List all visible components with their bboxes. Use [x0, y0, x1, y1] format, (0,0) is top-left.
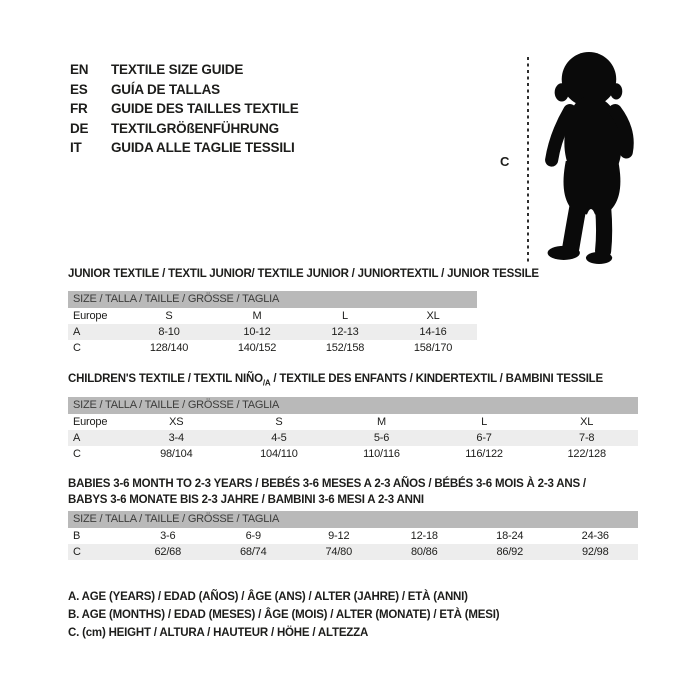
table-cell: 3-6	[160, 530, 176, 542]
row-label: A	[73, 326, 81, 338]
babies-size-table	[68, 511, 638, 560]
title-text: CHILDREN'S TEXTILE / TEXTIL NIÑO	[68, 373, 263, 385]
legend-notes	[68, 588, 499, 642]
babies-table-title	[68, 476, 586, 508]
children-size-table	[68, 397, 638, 462]
table-row	[68, 324, 477, 340]
table-cell: 3-4	[168, 432, 184, 444]
table-cell: 62/68	[154, 546, 182, 558]
title-subscript: /A	[262, 378, 271, 388]
table-cell: 74/80	[325, 546, 353, 558]
note-a: A. AGE (YEARS) / EDAD (AÑOS) / ÂGE (ANS) / ALTER (JAHRE) / ETÀ (ANNI)	[68, 591, 468, 603]
table-row	[68, 308, 477, 324]
size-header-bar: SIZE / TALLA / TAILLE / GRÖSSE / TAGLIA	[68, 397, 638, 414]
table-row	[68, 446, 638, 462]
table-row	[68, 340, 477, 356]
table-cell: 12-13	[331, 326, 359, 338]
table-row	[68, 414, 638, 430]
size-header-bar: SIZE / TALLA / TAILLE / GRÖSSE / TAGLIA	[68, 291, 477, 308]
table-row	[68, 528, 638, 544]
table-cell: M	[252, 310, 262, 322]
row-label: Europe	[73, 310, 108, 322]
language-row-it	[70, 138, 299, 158]
table-cell: S	[275, 416, 283, 428]
table-cell: 5-6	[373, 432, 390, 444]
table-cell: 8-10	[158, 326, 180, 338]
row-label: C	[73, 546, 81, 558]
table-cell: 6-9	[245, 530, 261, 542]
height-measure-dotted-line	[527, 57, 529, 265]
table-cell: 158/170	[413, 342, 453, 354]
table-row	[68, 430, 638, 446]
size-header-bar: SIZE / TALLA / TAILLE / GRÖSSE / TAGLIA	[68, 511, 638, 528]
table-cell: 92/98	[581, 546, 609, 558]
table-cell: 18-24	[496, 530, 524, 542]
language-title: TEXTILE SIZE GUIDE	[111, 62, 244, 77]
table-cell: 104/110	[260, 448, 298, 460]
table-cell: S	[165, 310, 173, 322]
row-label: A	[73, 432, 81, 444]
language-code: IT	[70, 140, 82, 155]
table-cell: 116/122	[465, 448, 503, 460]
note-c: C. (cm) HEIGHT / ALTURA / HAUTEUR / HÖHE / ALTEZZA	[68, 627, 369, 639]
table-cell: 10-12	[243, 326, 271, 338]
height-measure-label: C	[500, 154, 510, 169]
language-title: GUIDA ALLE TAGLIE TESSILI	[111, 140, 295, 155]
language-row-es	[70, 80, 299, 100]
table-cell: 122/128	[567, 448, 606, 460]
language-row-de	[70, 119, 299, 139]
title-line-1: BABIES 3-6 MONTH TO 2-3 YEARS / BEBÉS 3-6 MESES A 2-3 AÑOS / BÉBÉS 3-6 MOIS À 2-3 ANS /	[68, 478, 586, 490]
junior-size-table	[68, 291, 477, 356]
table-cell: 80/86	[410, 546, 438, 558]
language-row-en	[70, 60, 299, 80]
table-cell: 86/92	[496, 546, 524, 558]
toddler-silhouette-icon	[536, 50, 648, 266]
title-line-2: BABYS 3-6 MONATE BIS 2-3 JAHRE / BAMBINI 3-6 MESI A 2-3 ANNI	[68, 494, 424, 506]
title-text: / TEXTILE DES ENFANTS / KINDERTEXTIL / BAMBINI TESSILE	[270, 373, 603, 385]
language-code: ES	[70, 81, 88, 97]
language-code: EN	[70, 62, 89, 77]
language-title-list	[70, 60, 299, 158]
table-cell: 14-16	[419, 326, 447, 338]
table-cell: L	[481, 416, 488, 428]
table-cell: XL	[580, 416, 594, 428]
table-cell: 98/104	[160, 448, 193, 460]
table-cell: 9-12	[328, 530, 350, 542]
row-label: C	[73, 342, 81, 354]
language-row-fr	[70, 99, 299, 119]
table-cell: 68/74	[239, 546, 267, 558]
table-cell: 152/158	[325, 342, 365, 354]
language-code: FR	[70, 101, 88, 116]
table-cell: 128/140	[149, 342, 189, 354]
language-title: TEXTILGRÖßENFÜHRUNG	[111, 120, 279, 136]
row-label: C	[73, 448, 81, 460]
table-cell: XL	[426, 310, 440, 322]
note-b: B. AGE (MONTHS) / EDAD (MESES) / ÂGE (MOIS) / ALTER (MONATE) / ETÀ (MESI)	[68, 609, 500, 621]
language-title: GUIDE DES TAILLES TEXTILE	[111, 101, 299, 116]
table-cell: 110/116	[363, 448, 400, 460]
table-row	[68, 544, 638, 560]
table-cell: 7-8	[579, 432, 595, 444]
junior-table-title: JUNIOR TEXTILE / TEXTIL JUNIOR/ TEXTILE JUNIOR / JUNIORTEXTIL / JUNIOR TESSILE	[68, 268, 539, 280]
table-cell: L	[342, 310, 348, 322]
children-table-title	[68, 371, 603, 391]
table-cell: 12-18	[410, 530, 438, 542]
table-cell: M	[377, 416, 386, 428]
row-label: Europe	[73, 416, 108, 428]
language-title: GUÍA DE TALLAS	[111, 81, 220, 97]
table-cell: 6-7	[476, 432, 492, 444]
table-cell: 24-36	[581, 530, 609, 542]
table-cell: 4-5	[271, 432, 287, 444]
language-code: DE	[70, 120, 89, 136]
table-cell: XS	[169, 416, 184, 428]
table-cell: 140/152	[237, 342, 277, 354]
row-label: B	[73, 530, 81, 542]
